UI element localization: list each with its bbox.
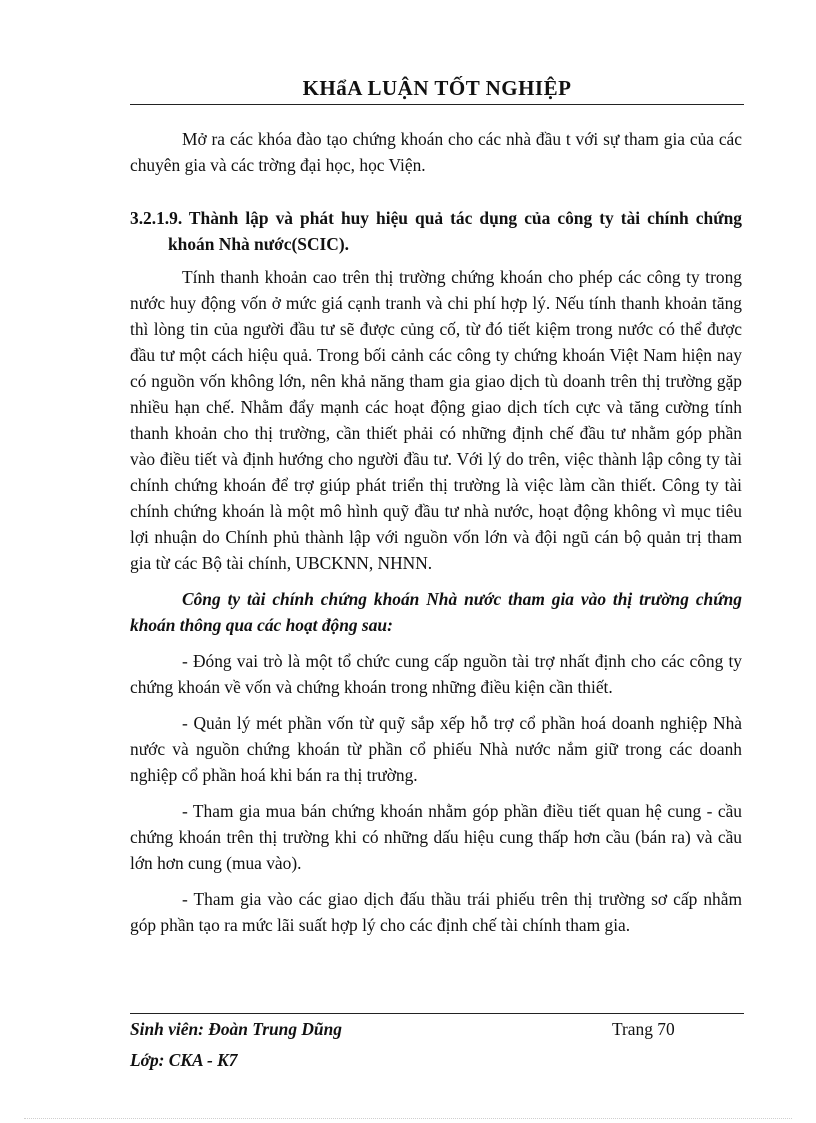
activity-item: - Quản lý mét phần vốn từ quỹ sắp xếp hỗ trợ cổ phần hoá doanh nghiệp Nhà nước và nguồn chứng khoán từ phần cổ phiếu Nhà nước nắm giữ trong các doanh nghiệp cổ phần hoá khi bán ra thị trường.: [130, 713, 742, 785]
activities-subheading: Công ty tài chính chứng khoán Nhà nước tham gia vào thị trường chứng khoán thông qua các hoạt động sau:: [130, 589, 742, 635]
section-body: [130, 264, 742, 938]
intro-paragraph: Mở ra các khóa đào tạo chứng khoán cho các nhà đầu t với sự tham gia của các chuyên gia và các trờng đại học, học Viện.: [130, 129, 742, 175]
page-header-title: KHẩA LUẬN TỐT NGHIỆP: [302, 76, 572, 100]
main-paragraph: Tính thanh khoản cao trên thị trường chứng khoán cho phép các công ty trong nước huy động vốn ở mức giá cạnh tranh và chi phí hợp lý. Nếu tính thanh khoản tăng thì lòng tin của người đầu tư sẽ được củng cố, từ đó tiết kiệm trong nước có thể được đầu tư một cách hiệu quả. Trong bối cảnh các công ty chứng khoán Việt Nam hiện nay có nguồn vốn không lớn, nên khả năng tham gia giao dịch tù doanh trên thị trường gặp nhiều hạn chế. Nhằm đẩy mạnh các hoạt động giao dịch tích cực và tăng cường tính thanh khoản cho thị trường, cần thiết phải có những định chế đầu tư nhằm góp phần vào điều tiết và định hướng cho người đầu tư. Với lý do trên, việc thành lập công ty tài chính chứng khoán để trợ giúp phát triển thị trường là việc làm cần thiết. Công ty tài chính chứng khoán là một mô hình quỹ đầu tư nhà nước, hoạt động không vì mục tiêu lợi nhuận do Chính phủ thành lập với nguồn vốn lớn và đội ngũ cán bộ quản trị tham gia từ các Bộ tài chính, UBCKNN, NHNN.: [130, 267, 742, 573]
intro-block: [130, 126, 742, 178]
footer-class-name: Lớp: CKA - K7: [130, 1050, 238, 1070]
section-heading: 3.2.1.9. Thành lập và phát huy hiệu quả tác dụng của công ty tài chính chứng khoán Nhà nước(SCIC).: [130, 208, 742, 254]
footer-divider: [130, 1013, 744, 1014]
activity-item: - Tham gia vào các giao dịch đấu thầu trái phiếu trên thị trường sơ cấp nhằm góp phần tạo ra mức lãi suất hợp lý cho các định chế tài chính tham gia.: [130, 889, 742, 935]
activity-item: - Tham gia mua bán chứng khoán nhằm góp phần điều tiết quan hệ cung - cầu chứng khoán trên thị trường khi có những dấu hiệu cung thấp hơn cầu (bán ra) và cầu lớn hơn cung (mua vào).: [130, 801, 742, 873]
footer-student-name: Sinh viên: Đoàn Trung Dũng: [130, 1019, 342, 1039]
header-divider: [130, 104, 744, 105]
activity-item: - Đóng vai trò là một tổ chức cung cấp nguồn tài trợ nhất định cho các công ty chứng khoán về vốn và chứng khoán trong những điều kiện cần thiết.: [130, 651, 742, 697]
page-edge-line: [24, 1118, 792, 1119]
footer-page-number: Trang 70: [612, 1019, 675, 1039]
